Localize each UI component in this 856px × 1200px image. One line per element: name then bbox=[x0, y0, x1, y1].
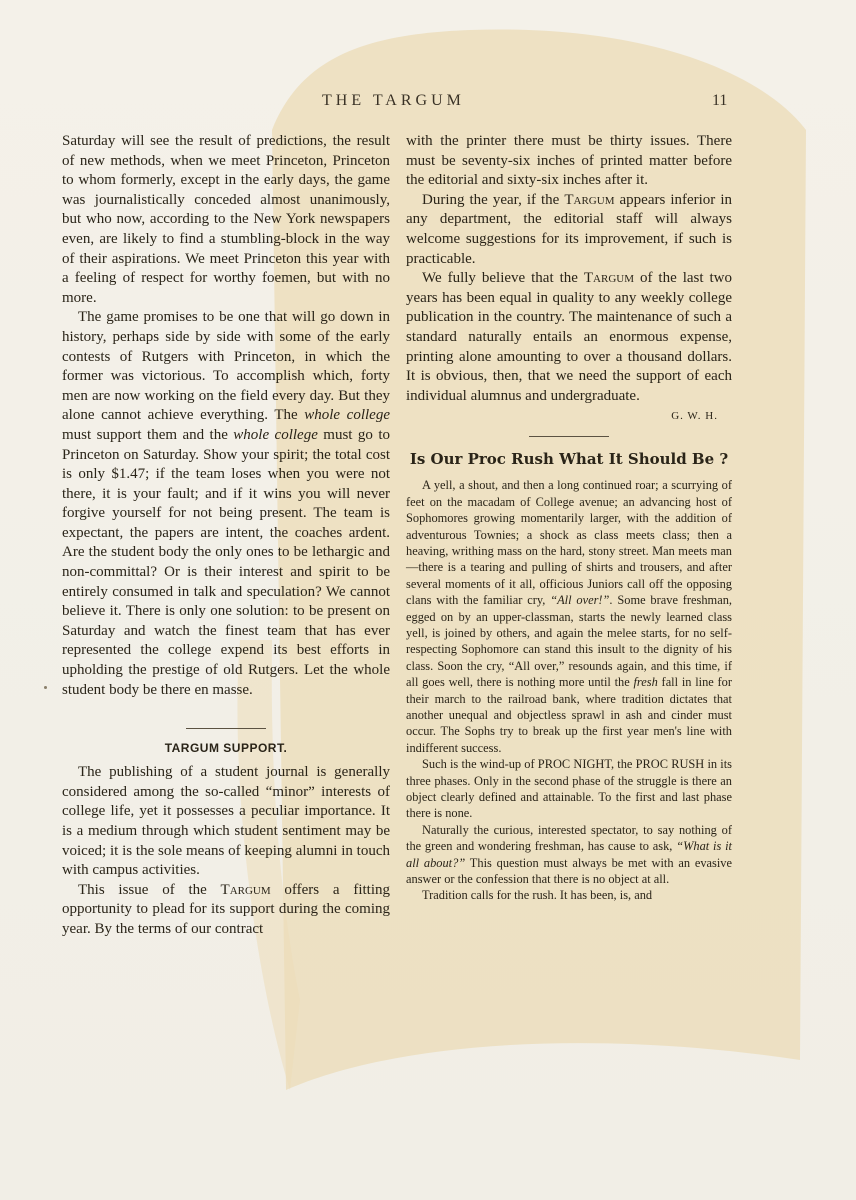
emphasis-fresh: fresh bbox=[633, 675, 658, 690]
paragraph-wind-up: Such is the wind-up of PROC NIGHT, the PROC RUSH in its three phases. Only in the second phase of the struggle is there an object clearly defined and attainable. To the first and last phase there is none. bbox=[406, 757, 732, 821]
article-title: Is Our Proc Rush What It Should Be ? bbox=[409, 450, 729, 469]
author-signature: G. W. H. bbox=[671, 410, 718, 423]
running-title: THE TARGUM bbox=[322, 92, 465, 109]
section-heading-targum-support: TARGUM SUPPORT. bbox=[164, 741, 288, 756]
emphasis-what-about: “What is it all about?” bbox=[406, 839, 732, 870]
emphasis-all-over: “All over!” bbox=[550, 593, 610, 608]
article-divider bbox=[529, 436, 609, 437]
paragraph-quality: We fully believe that the Targum of the last two years has been equal in quality to any weekly college publication in the country. The maintenance of such a standard naturally entails an enormous expense, printing alone amounting to over a thousand dollars. It is obvious, then, that we need the support of each individual alumnus and undergraduate. bbox=[406, 270, 732, 404]
paragraph-student-journal: The publishing of a student journal is generally considered among the so-called “minor” interests of college life, yet it possesses a peculiar importance. It is a medium through which student sentiment may be voiced; it is the sole means of keeping alumni in touch with campus activities. bbox=[62, 764, 390, 879]
paragraph-tradition: Tradition calls for the rush. It has been, is, and bbox=[422, 888, 653, 903]
page-header bbox=[0, 92, 856, 116]
paragraph-game-promise: The game promises to be one that will go down in history, perhaps side by side with some of the early contests of Rutgers with Princeton, in which the former was victorious. To accomplish which, forty men are now working on the field every day. But they alone cannot achieve everything. The whole college must support them and the whole college must go to Princeton on Saturday. Show your spirit; the total cost is only $1.47; if the team loses when you were not there, it is your fault; and if it wins you will never forgive yourself for not being present. The team is expectant, the papers are intent, the coaches ardent. Are the student body the only ones to be lethargic and non-committal? Or is their interest and spirit to be entirely consumed in talk and speculation? We cannot believe it. There is only one solution: to be present on Saturday and watch the finest team that has ever represented the college expend its best efforts in upholding the prestige of old Rutgers. Let the whole student body be there en masse. bbox=[62, 309, 391, 698]
ink-dot bbox=[44, 686, 47, 689]
emphasis-whole-college-2: whole college bbox=[233, 426, 318, 443]
right-column bbox=[406, 132, 732, 904]
section-divider bbox=[186, 728, 266, 729]
paragraph-rush-description: A yell, a shout, and then a long continued roar; a scurrying of feet on the macadam of College avenue; an advancing host of Sophomores growing momentarily larger, with the addition of adventurous Townies; a shock as class meets class; then a heaving, writhing mass on the hard, stony street. Man meets man—there is a tearing and pulling of shirts and trousers, and after several moments of it all, officious Juniors call off the opposing clans with the familiar cry, “All over!”. Some brave freshman, egged on by an upper-classman, starts the newly learned class yell, is joined by others, and again the melee starts, for no self-respecting Sophomore can stand this insult to the dignity of his class. Soon the cry, “All over,” resounds again, and this time, if all goes well, there is nothing more until the fresh fall in line for their march to the railroad bank, where tradition dictates that another unequal and objectless sprawl in ash and cinder must occur. The Sophs try to break up the first year men's line with indifferent success. bbox=[406, 478, 732, 755]
paragraph-spectator: Naturally the curious, interested spectator, to say nothing of the green and wondering freshman, has cause to ask, “What is it all about?” This question must always be met with an evasive answer or the confession that there is no object at all. bbox=[406, 822, 733, 887]
paragraph-issue-support: This issue of the Targum offers a fitting opportunity to plead for its support during the coming year. By the terms of our contract bbox=[62, 881, 390, 937]
emphasis-whole-college: whole college bbox=[304, 407, 390, 424]
paragraph-princeton-prediction: Saturday will see the result of predictions, the result of new methods, when we meet Princeton, Princeton to whom formerly, except in the early days, the game was journalistically conceded almost unanimously, but who now, according to the New York newspapers even, are likely to find a stumbling-block in the way of their aspirations. We meet Princeton this year with a feeling of respect for worthy foemen, but with no more. bbox=[62, 133, 390, 306]
paragraph-printer-contract: with the printer there must be thirty issues. There must be seventy-six inches of printed matter before the editorial and sixty-six inches after it. bbox=[406, 133, 732, 189]
paragraph-suggestions: During the year, if the Targum appears inferior in any department, the editorial staff will always welcome suggestions for its improvement, if such is practicable. bbox=[406, 191, 732, 267]
page-number: 11 bbox=[712, 92, 728, 109]
left-column bbox=[62, 132, 390, 940]
